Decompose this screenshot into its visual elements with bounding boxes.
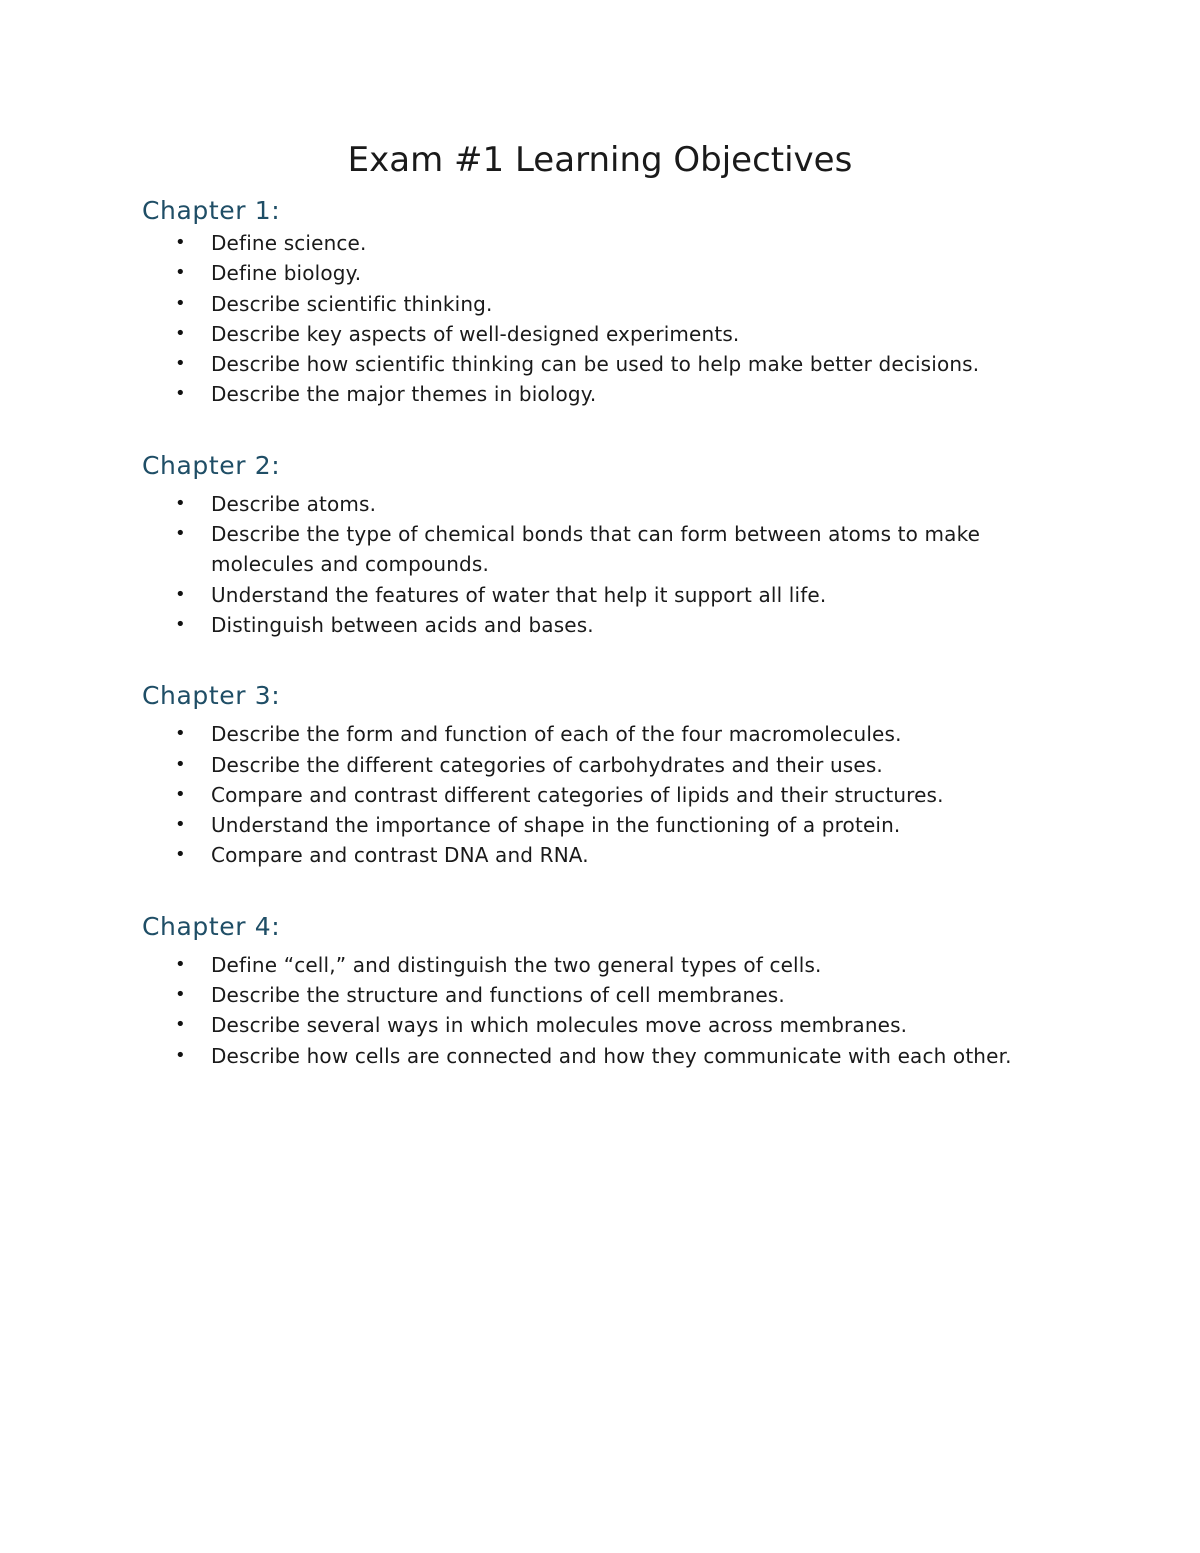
chapter-section <box>142 194 1072 410</box>
list-item <box>142 780 1072 810</box>
bullet-icon: • <box>175 844 186 866</box>
list-item <box>142 349 1072 379</box>
objective-list <box>142 950 1072 1071</box>
list-item <box>142 319 1072 349</box>
objective-text: Define “cell,” and distinguish the two general types of cells. <box>211 952 822 977</box>
objective-list <box>142 228 1072 410</box>
list-item <box>142 489 1072 519</box>
list-item <box>142 1010 1072 1040</box>
bullet-icon: • <box>175 1044 186 1066</box>
bullet-icon: • <box>175 723 186 745</box>
objective-text: Describe the form and function of each of the four macromolecules. <box>211 722 902 747</box>
bullet-icon: • <box>175 523 186 545</box>
list-item <box>142 719 1072 749</box>
document-body <box>142 194 1072 1071</box>
objective-list <box>142 489 1072 640</box>
bullet-icon: • <box>175 353 186 375</box>
chapter-heading: Chapter 2: <box>142 450 281 480</box>
list-item <box>142 980 1072 1010</box>
bullet-icon: • <box>175 583 186 605</box>
bullet-icon: • <box>175 1014 186 1036</box>
bullet-icon: • <box>175 984 186 1006</box>
list-item <box>142 750 1072 780</box>
chapter-heading: Chapter 3: <box>142 681 281 711</box>
list-item <box>142 840 1072 870</box>
objective-text: Describe atoms. <box>211 491 377 516</box>
chapter-heading: Chapter 4: <box>142 911 281 941</box>
bullet-icon: • <box>175 613 186 635</box>
list-item <box>142 580 1072 610</box>
list-item <box>142 950 1072 980</box>
list-item <box>142 519 1072 580</box>
list-item <box>142 610 1072 640</box>
list-item <box>142 289 1072 319</box>
objective-text: Describe how cells are connected and how they communicate with each other. <box>211 1043 1012 1068</box>
bullet-icon: • <box>175 492 186 514</box>
list-item <box>142 810 1072 840</box>
page-title: Exam #1 Learning Objectives <box>347 140 853 180</box>
objective-text: Understand the features of water that help it support all life. <box>211 582 827 607</box>
objective-list <box>142 719 1072 870</box>
chapter-section <box>142 679 1072 870</box>
bullet-icon: • <box>175 814 186 836</box>
bullet-icon: • <box>175 232 186 253</box>
objective-text: Describe several ways in which molecules move across membranes. <box>211 1013 908 1038</box>
objective-text: Understand the importance of shape in the functioning of a protein. <box>211 813 901 838</box>
objective-text: Describe the structure and functions of cell membranes. <box>211 983 785 1008</box>
bullet-icon: • <box>175 262 186 284</box>
bullet-icon: • <box>175 322 186 344</box>
objective-text: Describe scientific thinking. <box>211 291 493 316</box>
objective-text: Compare and contrast different categories of lipids and their structures. <box>211 782 944 807</box>
objective-text: Describe how scientific thinking can be used to help make better decisions. <box>211 352 980 377</box>
bullet-icon: • <box>175 383 186 405</box>
list-item <box>142 379 1072 409</box>
objective-text: Distinguish between acids and bases. <box>211 612 594 637</box>
bullet-icon: • <box>175 953 186 975</box>
list-item <box>142 228 1072 258</box>
objective-text: Describe the major themes in biology. <box>211 382 597 407</box>
objective-text: Define biology. <box>211 261 362 286</box>
chapter-section <box>142 449 1072 640</box>
chapter-heading: Chapter 1: <box>142 196 281 225</box>
objective-text: Describe the type of chemical bonds that can form between atoms to make molecules and compounds. <box>211 522 981 577</box>
bullet-icon: • <box>175 783 186 805</box>
list-item <box>142 1041 1072 1071</box>
objective-text: Compare and contrast DNA and RNA. <box>211 843 589 868</box>
chapter-section <box>142 910 1072 1071</box>
bullet-icon: • <box>175 753 186 775</box>
objective-text: Describe key aspects of well-designed experiments. <box>211 321 740 346</box>
list-item <box>142 258 1072 288</box>
objective-text: Define science. <box>211 231 367 255</box>
bullet-icon: • <box>175 292 186 314</box>
objective-text: Describe the different categories of carbohydrates and their uses. <box>211 752 883 777</box>
